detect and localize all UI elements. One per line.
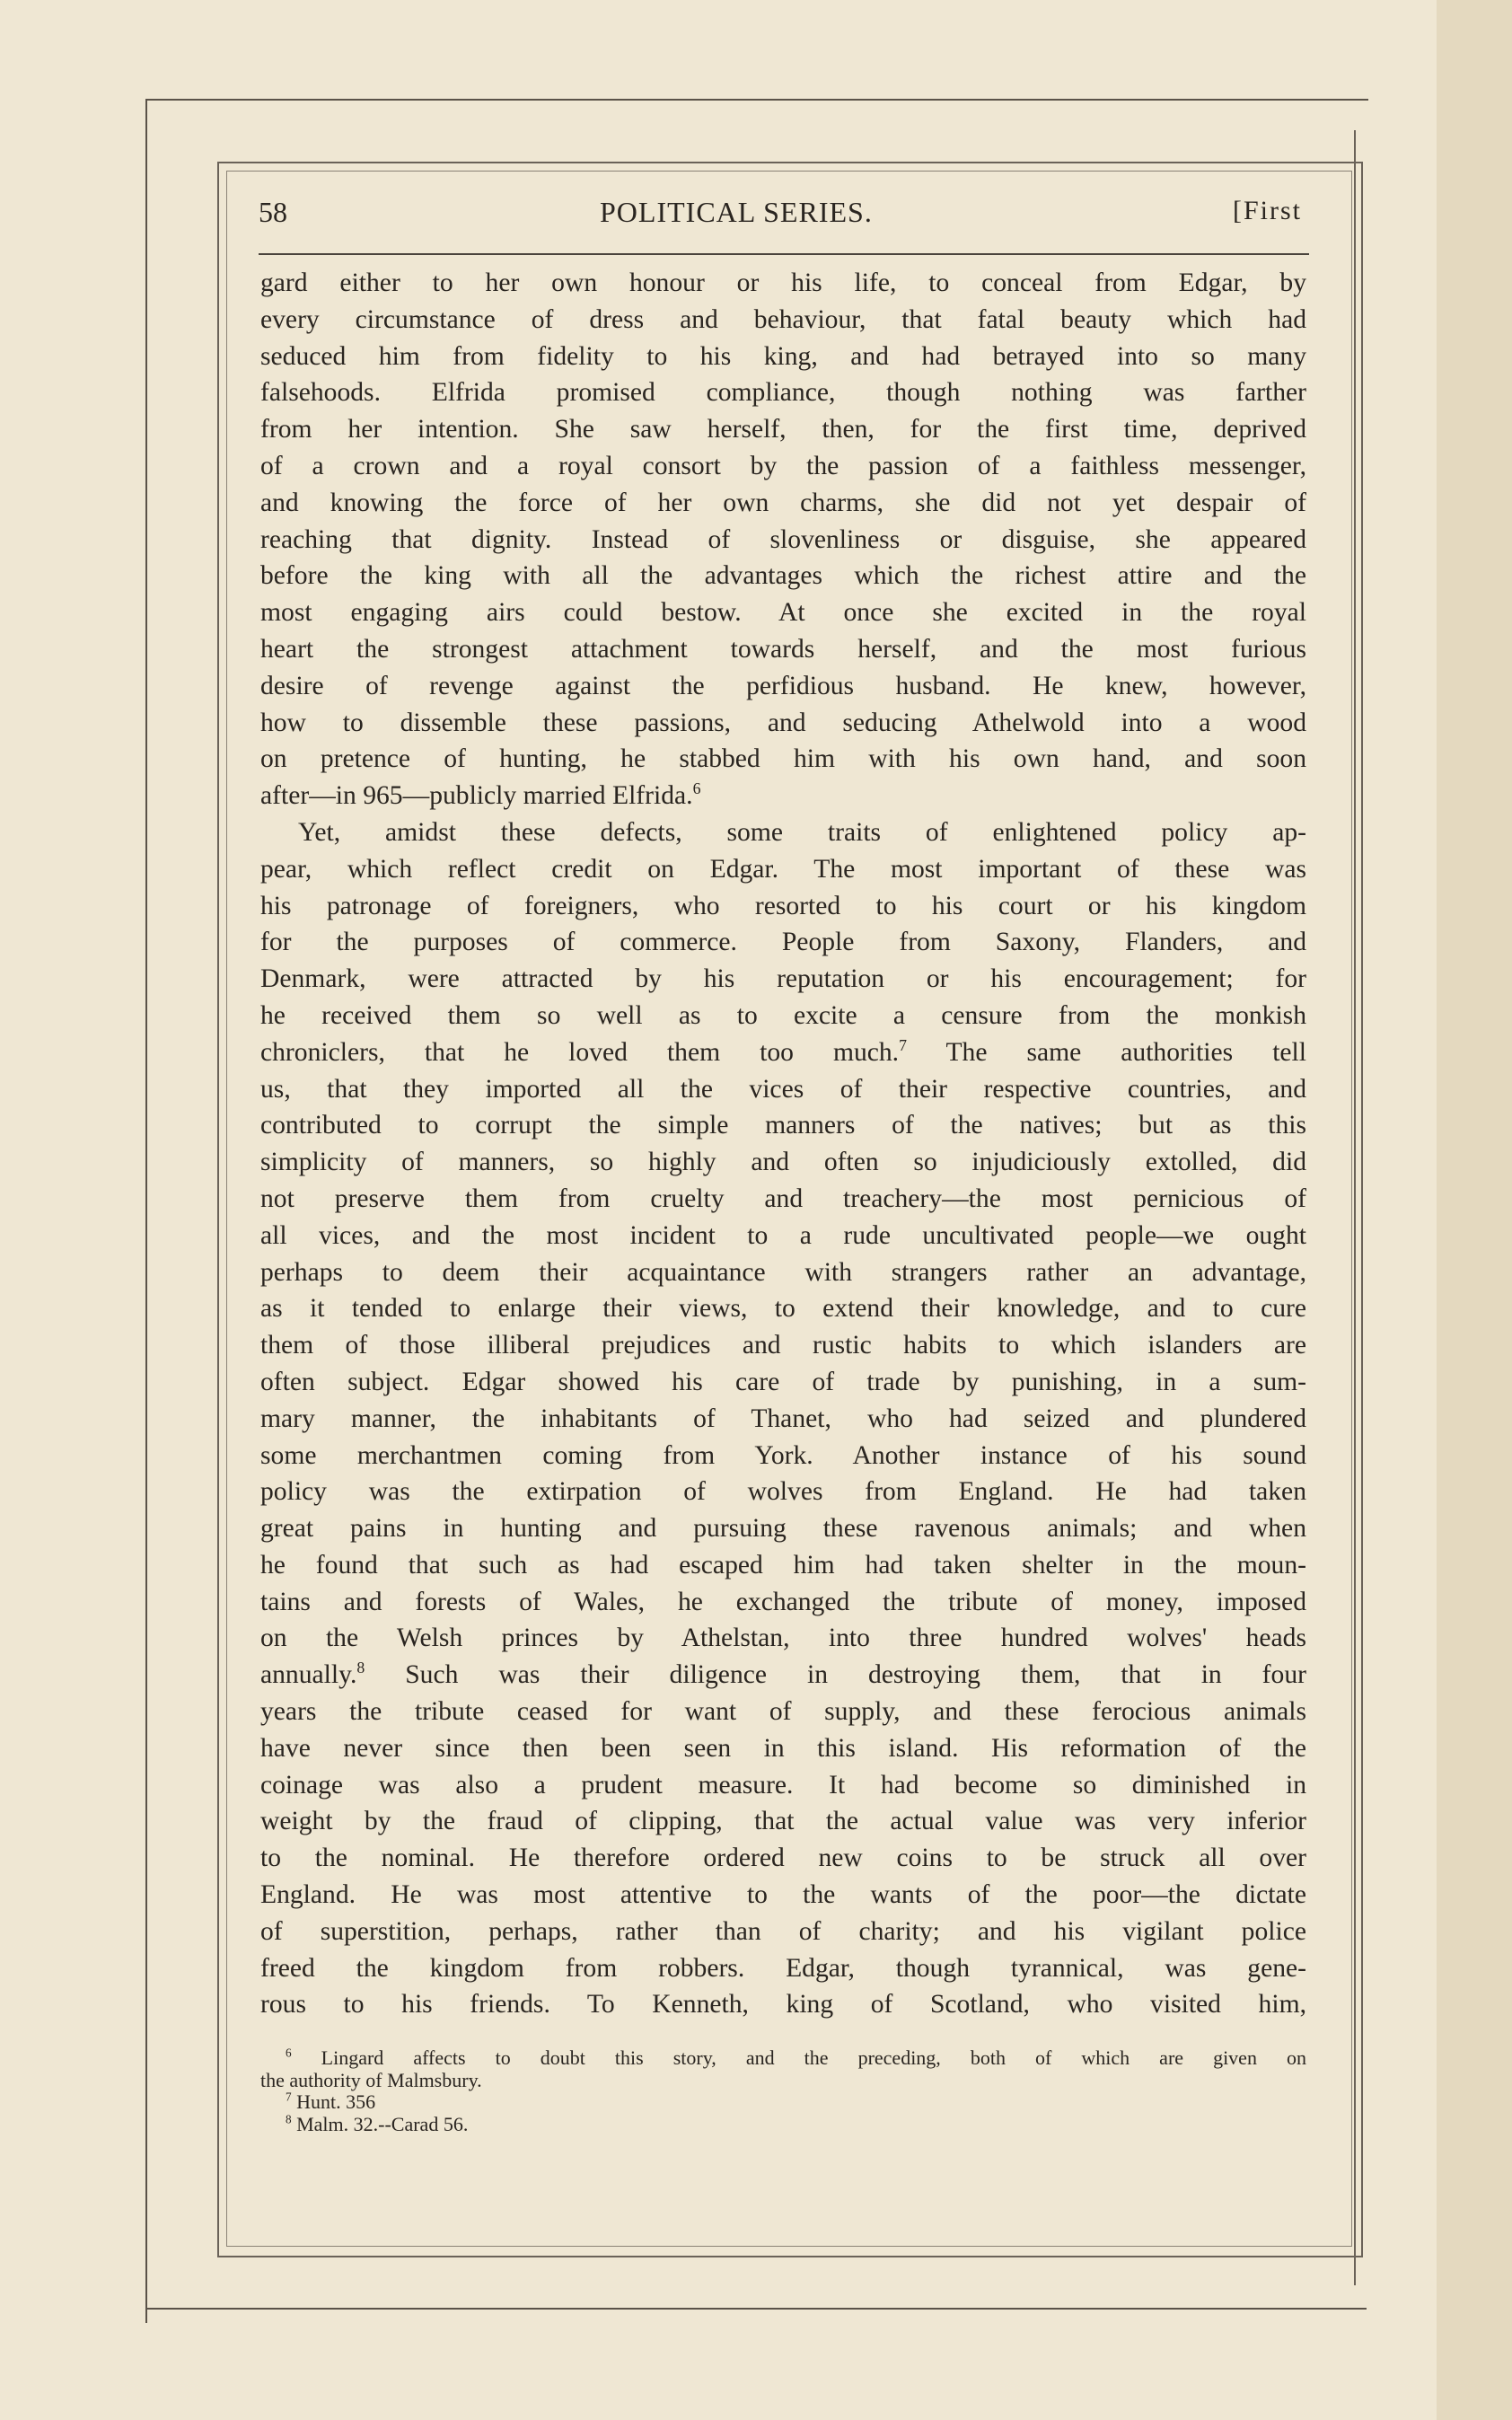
text-line bbox=[260, 1034, 1306, 1071]
footnote-text: Hunt. 356 bbox=[296, 2090, 376, 2113]
footnote-ref: 8 bbox=[356, 1659, 365, 1677]
text-line: coinage was also a prudent measure. It had become so diminished in bbox=[260, 1770, 1306, 1800]
page-number: 58 bbox=[259, 196, 287, 228]
text-line: most engaging airs could bestow. At once she excited in the royal bbox=[260, 598, 1306, 628]
text-line: England. He was most attentive to the wants of the poor—the dictate bbox=[260, 1880, 1306, 1910]
text-line: rous to his friends. To Kenneth, king of Scotland, who visited him, bbox=[260, 1990, 1306, 2020]
text-line: years the tribute ceased for want of supply, and these ferocious animals bbox=[260, 1697, 1306, 1727]
text-line: often subject. Edgar showed his care of trade by punishing, in a sum- bbox=[260, 1367, 1306, 1396]
text-line: all vices, and the most incident to a rude uncultivated people—we ought bbox=[260, 1220, 1306, 1250]
footnote-marker: 6 bbox=[286, 2046, 292, 2060]
text-line: seduced him from fidelity to his king, and had betrayed into so many bbox=[260, 341, 1306, 371]
text-line: mary manner, the inhabitants of Thanet, who had seized and plundered bbox=[260, 1404, 1306, 1433]
footnotes bbox=[260, 2047, 1306, 2135]
text-line: he received them so well as to excite a censure from the monkish bbox=[260, 1000, 1306, 1030]
text-line bbox=[260, 778, 1306, 814]
body-text bbox=[260, 265, 1306, 2023]
text-line: from her intention. She saw herself, then, for the first time, deprived bbox=[260, 415, 1306, 444]
footnote-8 bbox=[260, 2114, 1306, 2136]
footnote-ref: 7 bbox=[899, 1035, 907, 1054]
text-fragment: The same authorities tell bbox=[906, 1037, 1306, 1067]
header-rule bbox=[259, 253, 1309, 255]
text-fragment: Such was their diligence in destroying them, that in four bbox=[365, 1660, 1306, 1690]
footnote-text: Malm. 32.--Carad 56. bbox=[296, 2112, 469, 2135]
text-line: some merchantmen coming from York. Another instance of his sound bbox=[260, 1440, 1306, 1470]
text-line: contributed to corrupt the simple manners of the natives; but as this bbox=[260, 1111, 1306, 1140]
text-line: Denmark, were attracted by his reputation or his encouragement; for bbox=[260, 964, 1306, 994]
text-line: desire of revenge against the perfidious husband. He knew, however, bbox=[260, 671, 1306, 700]
text-line: his patronage of foreigners, who resorted to his court or his kingdom bbox=[260, 891, 1306, 920]
text-line: reaching that dignity. Instead of slovenliness or disguise, she appeared bbox=[260, 524, 1306, 554]
text-line: have never since then been seen in this island. His reformation of the bbox=[260, 1733, 1306, 1763]
section-mark: [First bbox=[1233, 196, 1303, 225]
footnote-6 bbox=[260, 2047, 1306, 2070]
footnote-marker: 8 bbox=[286, 2112, 292, 2126]
footnote-7 bbox=[260, 2091, 1306, 2114]
footnote-6-continued: the authority of Malmsbury. bbox=[260, 2068, 482, 2091]
text-fragment: chroniclers, that he loved them too much. bbox=[260, 1037, 900, 1067]
footnote-ref: 6 bbox=[692, 779, 701, 798]
text-line: on the Welsh princes by Athelstan, into three hundred wolves' heads bbox=[260, 1624, 1306, 1653]
page-header bbox=[259, 196, 1354, 241]
footnote-text: Lingard affects to doubt this story, and the preceding, both of which are given on bbox=[321, 2046, 1306, 2069]
footnote-marker: 7 bbox=[286, 2090, 292, 2104]
text-line: on pretence of hunting, he stabbed him with his own hand, and soon bbox=[260, 744, 1306, 774]
text-line: how to dissemble these passions, and seducing Athelwold into a wood bbox=[260, 708, 1306, 737]
text-fragment: after—in 965—publicly married Elfrida. bbox=[260, 781, 693, 811]
text-line: to the nominal. He therefore ordered new coins to be struck all over bbox=[260, 1844, 1306, 1873]
text-line: tains and forests of Wales, he exchanged the tribute of money, imposed bbox=[260, 1587, 1306, 1616]
text-line: them of those illiberal prejudices and rustic habits to which islanders are bbox=[260, 1331, 1306, 1360]
text-line: and knowing the force of her own charms, she did not yet despair of bbox=[260, 488, 1306, 517]
text-line: of superstition, perhaps, rather than of charity; and his vigilant police bbox=[260, 1916, 1306, 1946]
text-line: policy was the extirpation of wolves from England. He had taken bbox=[260, 1477, 1306, 1507]
outer-border-bottom bbox=[145, 2308, 1367, 2310]
text-line: every circumstance of dress and behaviour, that fatal beauty which had bbox=[260, 304, 1306, 334]
text-fragment: annually. bbox=[260, 1660, 357, 1690]
text-line: as it tended to enlarge their views, to extend their knowledge, and to cure bbox=[260, 1294, 1306, 1324]
text-line: freed the kingdom from robbers. Edgar, though tyrannical, was gene- bbox=[260, 1953, 1306, 1983]
text-line: weight by the fraud of clipping, that the actual value was very inferior bbox=[260, 1807, 1306, 1836]
text-line: not preserve them from cruelty and treachery—the most pernicious of bbox=[260, 1184, 1306, 1213]
text-line: great pains in hunting and pursuing these ravenous animals; and when bbox=[260, 1514, 1306, 1544]
text-line: perhaps to deem their acquaintance with strangers rather an advantage, bbox=[260, 1257, 1306, 1287]
running-title: POLITICAL SERIES. bbox=[600, 196, 873, 228]
text-line: for the purposes of commerce. People from Saxony, Flanders, and bbox=[260, 928, 1306, 957]
text-line: simplicity of manners, so highly and often so injudiciously extolled, did bbox=[260, 1148, 1306, 1177]
text-line: gard either to her own honour or his life, to conceal from Edgar, by bbox=[260, 268, 1306, 297]
page-edge bbox=[1437, 0, 1512, 2420]
text-line: us, that they imported all the vices of their respective countries, and bbox=[260, 1074, 1306, 1104]
text-line: he found that such as had escaped him had taken shelter in the moun- bbox=[260, 1550, 1306, 1580]
text-line: before the king with all the advantages which the richest attire and the bbox=[260, 561, 1306, 591]
text-line: pear, which reflect credit on Edgar. The most important of these was bbox=[260, 854, 1306, 884]
text-line: heart the strongest attachment towards herself, and the most furious bbox=[260, 634, 1306, 664]
text-line: falsehoods. Elfrida promised compliance, though nothing was farther bbox=[260, 378, 1306, 408]
text-line bbox=[260, 1657, 1306, 1694]
text-line: of a crown and a royal consort by the passion of a faithless messenger, bbox=[260, 451, 1306, 480]
paragraph-start: Yet, amidst these defects, some traits of enlightened policy ap- bbox=[298, 817, 1306, 847]
